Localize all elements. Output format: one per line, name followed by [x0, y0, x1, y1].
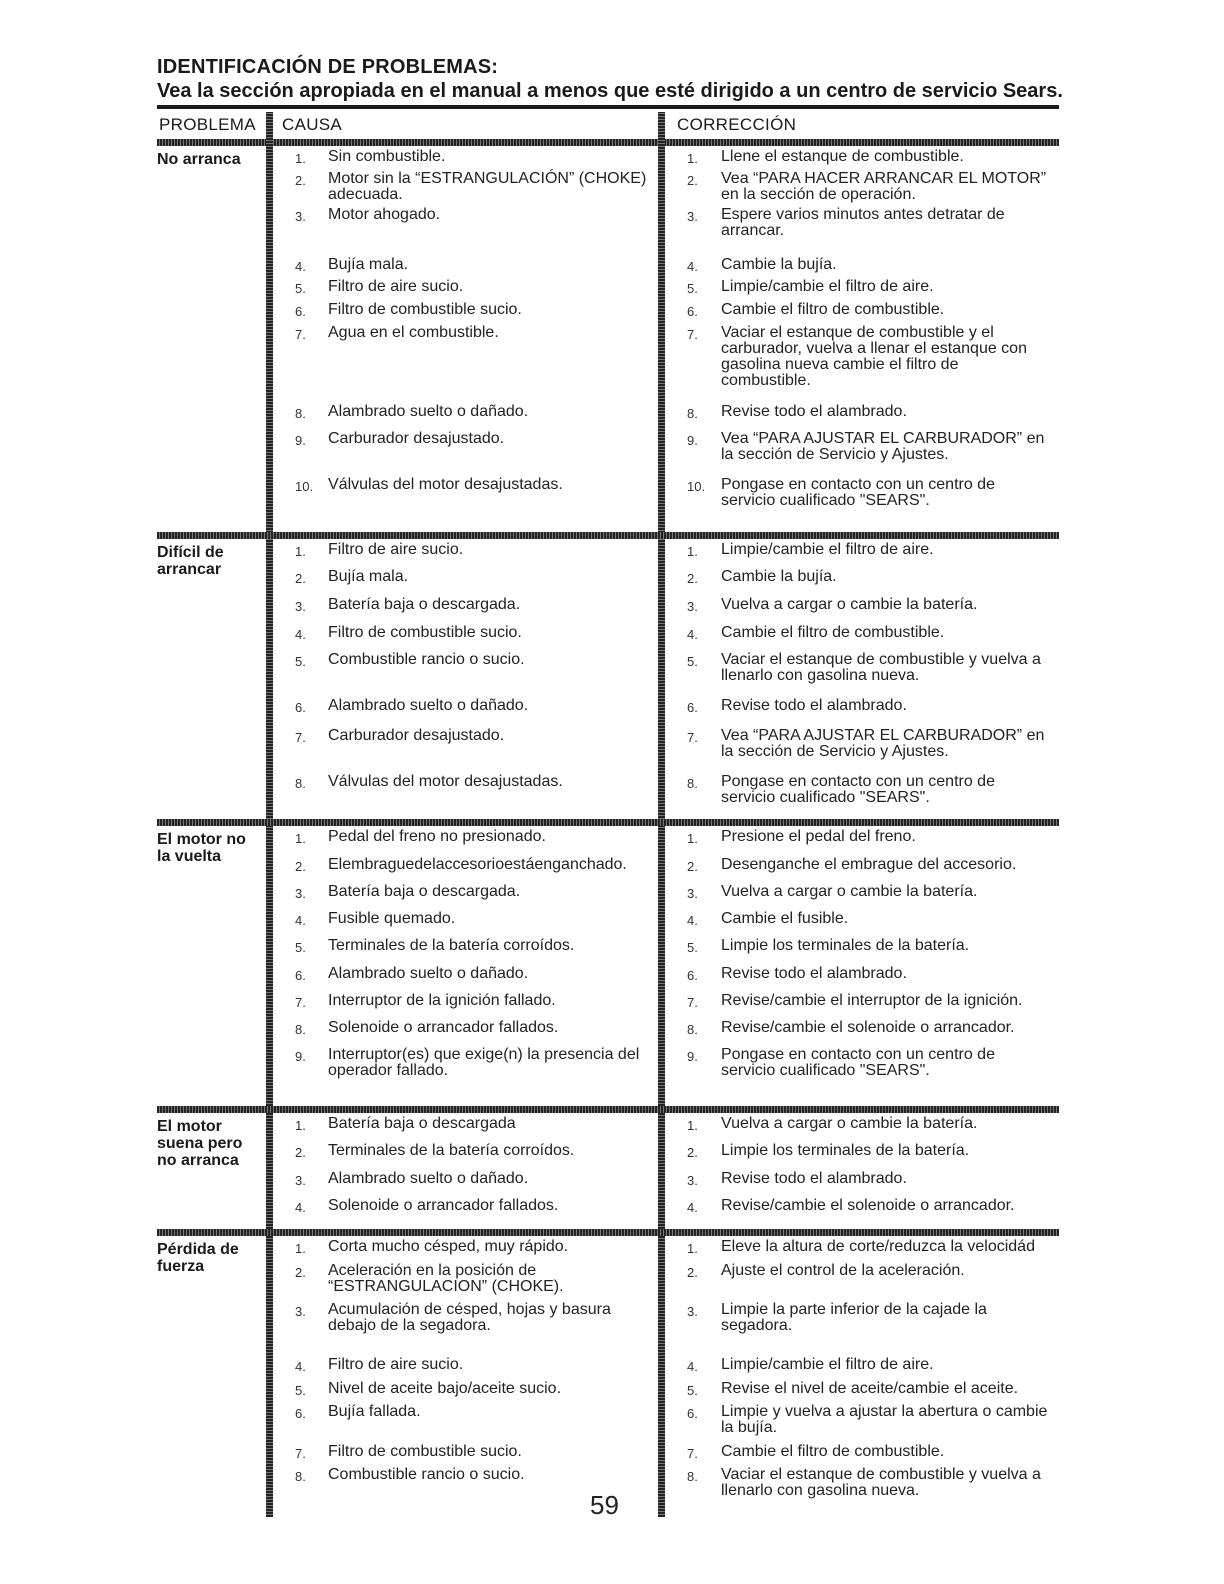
correction-number: 3. [687, 599, 698, 614]
cause-text: Filtro de aire sucio. [328, 541, 464, 558]
correction-number: 8. [687, 776, 698, 791]
cause-text: Alambrado suelto o dañado. [328, 1170, 529, 1187]
correction-text: Cambie el filtro de combustible. [721, 624, 945, 641]
cause-text: Solenoide o arrancador fallados. [328, 1019, 559, 1036]
correction-number: 5. [687, 281, 698, 296]
section-divider [157, 532, 1059, 539]
cause-number: 1. [295, 1241, 306, 1256]
cause-text: Fusible quemado. [328, 910, 456, 927]
cause-text: Filtro de combustible sucio. [328, 1443, 522, 1460]
top-rule [157, 105, 1059, 109]
correction-number: 8. [687, 406, 698, 421]
correction-number: 4. [687, 259, 698, 274]
correction-number: 4. [687, 1359, 698, 1374]
cause-text: Acumulación de césped, hojas y basura debajo de la segadora. [328, 1301, 611, 1334]
cause-number: 8. [295, 776, 306, 791]
cause-number: 6. [295, 304, 306, 319]
cause-number: 3. [295, 1304, 306, 1319]
cause-number: 2. [295, 1265, 306, 1280]
cause-number: 2. [295, 571, 306, 586]
problem-section [157, 146, 1059, 539]
section-divider [157, 1106, 1059, 1113]
correction-number: 3. [687, 1304, 698, 1319]
correction-number: 9. [687, 433, 698, 448]
correction-text: Revise todo el alambrado. [721, 403, 907, 420]
cause-text: Aceleración en la posición de “ESTRANGULACION” (CHOKE). [328, 1262, 564, 1295]
cause-number: 7. [295, 995, 306, 1010]
cause-number: 4. [295, 1359, 306, 1374]
cause-text: Nivel de aceite bajo/aceite sucio. [328, 1380, 562, 1397]
problem-section [157, 1113, 1059, 1236]
correction-number: 2. [687, 1265, 698, 1280]
correction-text: Pongase en contacto con un centro de servicio cualificado "SEARS". [721, 1046, 995, 1079]
cause-text: Elembraguedelaccesorioestáenganchado. [328, 856, 627, 873]
cause-text: Alambrado suelto o dañado. [328, 965, 529, 982]
cause-text: Filtro de combustible sucio. [328, 624, 522, 641]
correction-number: 5. [687, 940, 698, 955]
page-subtitle: Vea la sección apropiada en el manual a menos que esté dirigido a un centro de servicio Sears. [157, 80, 1063, 102]
cause-text: Batería baja o descargada. [328, 883, 521, 900]
cause-number: 5. [295, 654, 306, 669]
cause-text: Batería baja o descargada. [328, 596, 521, 613]
cause-number: 4. [295, 259, 306, 274]
correction-number: 2. [687, 173, 698, 188]
correction-number: 3. [687, 209, 698, 224]
cause-text: Corta mucho césped, muy rápido. [328, 1238, 569, 1255]
problem-section [157, 539, 1059, 826]
cause-text: Filtro de combustible sucio. [328, 301, 522, 318]
correction-number: 4. [687, 627, 698, 642]
cause-number: 3. [295, 209, 306, 224]
cause-number: 4. [295, 913, 306, 928]
correction-text: Vaciar el estanque de combustible y vuelva a llenarlo con gasolina nueva. [721, 1466, 1041, 1499]
cause-text: Motor sin la “ESTRANGULACIÓN” (CHOKE) adecuada. [328, 170, 647, 203]
header-problem: PROBLEMA [159, 115, 256, 134]
cause-number: 3. [295, 1173, 306, 1188]
correction-text: Ajuste el control de la aceleración. [721, 1262, 965, 1279]
correction-number: 6. [687, 968, 698, 983]
correction-text: Revise/cambie el solenoide o arrancador. [721, 1197, 1015, 1214]
cause-text: Bujía fallada. [328, 1403, 421, 1420]
cause-number: 8. [295, 1022, 306, 1037]
cause-text: Alambrado suelto o dañado. [328, 403, 529, 420]
cause-text: Sin combustible. [328, 148, 446, 165]
correction-text: Revise todo el alambrado. [721, 965, 907, 982]
cause-number: 5. [295, 940, 306, 955]
problem-section [157, 826, 1059, 1113]
correction-text: Limpie la parte inferior de la cajade la segadora. [721, 1301, 987, 1334]
cause-number: 8. [295, 406, 306, 421]
correction-number: 7. [687, 1446, 698, 1461]
cause-number: 3. [295, 886, 306, 901]
cause-text: Alambrado suelto o dañado. [328, 697, 529, 714]
correction-text: Limpie/cambie el filtro de aire. [721, 278, 934, 295]
problem-label: El motor no la vuelta [157, 831, 246, 865]
cause-text: Interruptor de la ignición fallado. [328, 992, 556, 1009]
correction-number: 7. [687, 327, 698, 342]
problem-label: El motor suena pero no arranca [157, 1118, 243, 1169]
correction-number: 1. [687, 831, 698, 846]
correction-text: Vuelva a cargar o cambie la batería. [721, 1115, 978, 1132]
correction-text: Cambie la bujía. [721, 256, 837, 273]
correction-text: Pongase en contacto con un centro de servicio cualificado "SEARS". [721, 476, 995, 509]
correction-number: 1. [687, 544, 698, 559]
cause-number: 6. [295, 1406, 306, 1421]
cause-number: 7. [295, 1446, 306, 1461]
correction-text: Limpie los terminales de la batería. [721, 1142, 970, 1159]
correction-text: Limpie/cambie el filtro de aire. [721, 1356, 934, 1373]
cause-number: 8. [295, 1469, 306, 1484]
cause-number: 1. [295, 544, 306, 559]
correction-text: Limpie y vuelva a ajustar la abertura o cambie la bujía. [721, 1403, 1048, 1436]
correction-text: Limpie/cambie el filtro de aire. [721, 541, 934, 558]
problem-label: Pérdida de fuerza [157, 1241, 239, 1275]
cause-number: 2. [295, 859, 306, 874]
cause-number: 2. [295, 173, 306, 188]
correction-number: 8. [687, 1022, 698, 1037]
cause-text: Bujía mala. [328, 568, 409, 585]
cause-text: Motor ahogado. [328, 206, 441, 223]
cause-text: Filtro de aire sucio. [328, 278, 464, 295]
correction-text: Vuelva a cargar o cambie la batería. [721, 883, 978, 900]
section-divider [157, 1229, 1059, 1236]
correction-text: Cambie el fusible. [721, 910, 849, 927]
cause-text: Bujía mala. [328, 256, 409, 273]
correction-text: Eleve la altura de corte/reduzca la velocidád [721, 1238, 1035, 1255]
cause-number: 6. [295, 968, 306, 983]
cause-number: 7. [295, 730, 306, 745]
correction-text: Vuelva a cargar o cambie la batería. [721, 596, 978, 613]
cause-number: 10. [295, 479, 314, 494]
correction-text: Pongase en contacto con un centro de servicio cualificado "SEARS". [721, 773, 995, 806]
correction-text: Cambie la bujía. [721, 568, 837, 585]
page-number: 59 [590, 1490, 619, 1520]
page-title: IDENTIFICACIÓN DE PROBLEMAS: [157, 56, 499, 78]
cause-text: Carburador desajustado. [328, 430, 505, 447]
cause-number: 5. [295, 1383, 306, 1398]
cause-number: 4. [295, 627, 306, 642]
cause-number: 4. [295, 1200, 306, 1215]
correction-number: 4. [687, 913, 698, 928]
correction-number: 6. [687, 700, 698, 715]
cause-number: 2. [295, 1145, 306, 1160]
correction-text: Cambie el filtro de combustible. [721, 301, 945, 318]
correction-text: Vea “PARA AJUSTAR EL CARBURADOR” en la sección de Servicio y Ajustes. [721, 430, 1045, 463]
correction-text: Vea “PARA AJUSTAR EL CARBURADOR” en la sección de Servicio y Ajustes. [721, 727, 1045, 760]
cause-number: 5. [295, 281, 306, 296]
correction-number: 2. [687, 859, 698, 874]
correction-number: 4. [687, 1200, 698, 1215]
header-cause: CAUSA [282, 115, 343, 134]
correction-text: Cambie el filtro de combustible. [721, 1443, 945, 1460]
correction-text: Revise/cambie el interruptor de la ignición. [721, 992, 1023, 1009]
correction-text: Vea “PARA HACER ARRANCAR EL MOTOR” en la sección de operación. [721, 170, 1047, 203]
correction-number: 7. [687, 730, 698, 745]
correction-text: Llene el estanque de combustible. [721, 148, 964, 165]
cause-text: Solenoide o arrancador fallados. [328, 1197, 559, 1214]
header-correction: CORRECCIÓN [677, 115, 797, 134]
correction-number: 5. [687, 1383, 698, 1398]
correction-text: Revise/cambie el solenoide o arrancador. [721, 1019, 1015, 1036]
cause-number: 3. [295, 599, 306, 614]
correction-text: Espere varios minutos antes detratar de arrancar. [721, 206, 1005, 239]
cause-text: Combustible rancio o sucio. [328, 1466, 525, 1483]
correction-number: 1. [687, 1241, 698, 1256]
cause-number: 1. [295, 831, 306, 846]
cause-text: Carburador desajustado. [328, 727, 505, 744]
correction-text: Presione el pedal del freno. [721, 828, 916, 845]
cause-text: Terminales de la batería corroídos. [328, 1142, 575, 1159]
problem-section [157, 1236, 1059, 1518]
cause-text: Pedal del freno no presionado. [328, 828, 546, 845]
cause-text: Válvulas del motor desajustadas. [328, 773, 563, 790]
cause-number: 1. [295, 151, 306, 166]
correction-number: 9. [687, 1049, 698, 1064]
correction-number: 6. [687, 304, 698, 319]
section-divider [157, 819, 1059, 826]
correction-number: 1. [687, 151, 698, 166]
correction-text: Vaciar el estanque de combustible y el carburador, vuelva a llenar el estanque con gasolina nueva cambie el filtro de combustible. [721, 324, 1027, 389]
cause-text: Interruptor(es) que exige(n) la presencia del operador fallado. [328, 1046, 640, 1079]
correction-number: 8. [687, 1469, 698, 1484]
cause-number: 9. [295, 1049, 306, 1064]
correction-number: 7. [687, 995, 698, 1010]
correction-number: 5. [687, 654, 698, 669]
cause-text: Válvulas del motor desajustadas. [328, 476, 563, 493]
problem-label: Difícil de arrancar [157, 544, 224, 578]
cause-text: Filtro de aire sucio. [328, 1356, 464, 1373]
cause-text: Agua en el combustible. [328, 324, 499, 341]
correction-number: 2. [687, 1145, 698, 1160]
correction-number: 10. [687, 479, 706, 494]
correction-number: 3. [687, 886, 698, 901]
cause-number: 6. [295, 700, 306, 715]
problem-label: No arranca [157, 151, 241, 168]
correction-text: Limpie los terminales de la batería. [721, 937, 970, 954]
cause-text: Combustible rancio o sucio. [328, 651, 525, 668]
correction-number: 6. [687, 1406, 698, 1421]
header-rule [157, 139, 1059, 146]
table-header [157, 112, 1059, 142]
correction-text: Revise todo el alambrado. [721, 697, 907, 714]
correction-text: Desenganche el embrague del accesorio. [721, 856, 1017, 873]
correction-text: Revise todo el alambrado. [721, 1170, 907, 1187]
cause-text: Terminales de la batería corroídos. [328, 937, 575, 954]
cause-number: 9. [295, 433, 306, 448]
correction-number: 1. [687, 1118, 698, 1133]
cause-number: 1. [295, 1118, 306, 1133]
correction-text: Revise el nivel de aceite/cambie el aceite. [721, 1380, 1019, 1397]
correction-text: Vaciar el estanque de combustible y vuelva a llenarlo con gasolina nueva. [721, 651, 1041, 684]
correction-number: 2. [687, 571, 698, 586]
cause-number: 7. [295, 327, 306, 342]
correction-number: 3. [687, 1173, 698, 1188]
cause-text: Batería baja o descargada [328, 1115, 516, 1132]
